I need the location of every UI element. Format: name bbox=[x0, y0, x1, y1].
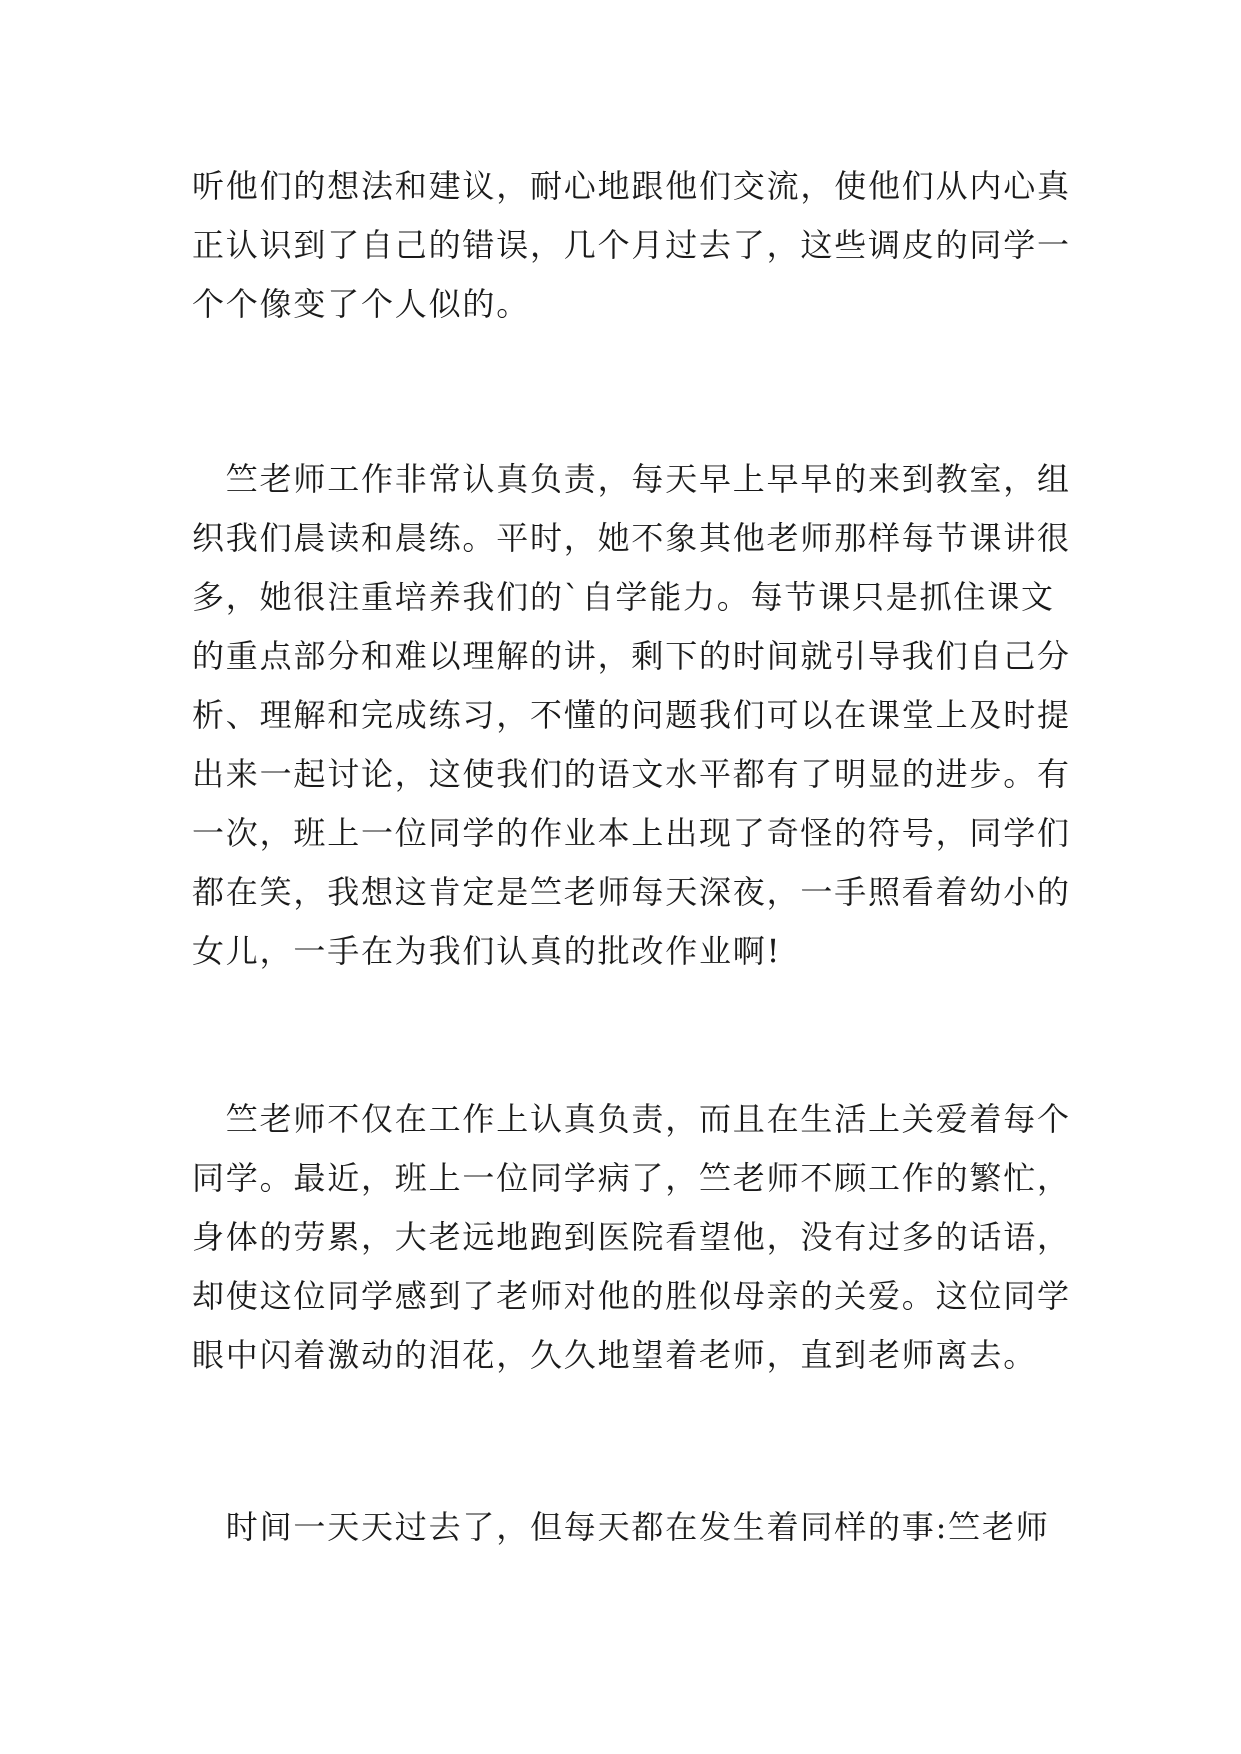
text-line: 个个像变了个人似的。 bbox=[192, 285, 531, 323]
text-line: 析、理解和完成练习，不懂的问题我们可以在课堂上及时提 bbox=[192, 696, 1071, 734]
text-line: 眼中闪着激动的泪花，久久地望着老师，直到老师离去。 bbox=[192, 1336, 1038, 1374]
text-line: 都在笑，我想这肯定是竺老师每天深夜，一手照看着幼小的 bbox=[192, 873, 1071, 911]
paragraph bbox=[192, 450, 1071, 981]
text-line: 多，她很注重培养我们的`自学能力。每节课只是抓住课文 bbox=[192, 578, 1055, 616]
text-line: 竺老师工作非常认真负责，每天早上早早的来到教室，组 bbox=[192, 460, 1071, 498]
text-line: 听他们的想法和建议，耐心地跟他们交流，使他们从内心真 bbox=[192, 167, 1071, 205]
text-line: 同学。最近，班上一位同学病了，竺老师不顾工作的繁忙， bbox=[192, 1159, 1071, 1197]
text-line: 一次，班上一位同学的作业本上出现了奇怪的符号，同学们 bbox=[192, 814, 1071, 852]
text-line: 竺老师不仅在工作上认真负责，而且在生活上关爱着每个 bbox=[192, 1100, 1071, 1138]
text-line: 出来一起讨论，这使我们的语文水平都有了明显的进步。有 bbox=[192, 755, 1071, 793]
text-line: 身体的劳累，大老远地跑到医院看望他，没有过多的话语， bbox=[192, 1218, 1071, 1256]
text-line: 却使这位同学感到了老师对他的胜似母亲的关爱。这位同学 bbox=[192, 1277, 1071, 1315]
text-line: 织我们晨读和晨练。平时，她不象其他老师那样每节课讲很 bbox=[192, 519, 1071, 557]
text-line: 时间一天天过去了，但每天都在发生着同样的事:竺老师 bbox=[192, 1508, 1050, 1546]
paragraph bbox=[192, 157, 1071, 334]
text-line: 正认识到了自己的错误，几个月过去了，这些调皮的同学一 bbox=[192, 226, 1071, 264]
paragraph bbox=[192, 1498, 1062, 1557]
text-line: 女儿，一手在为我们认真的批改作业啊! bbox=[192, 932, 782, 970]
paragraph bbox=[192, 1090, 1071, 1385]
text-line: 的重点部分和难以理解的讲，剩下的时间就引导我们自己分 bbox=[192, 637, 1071, 675]
